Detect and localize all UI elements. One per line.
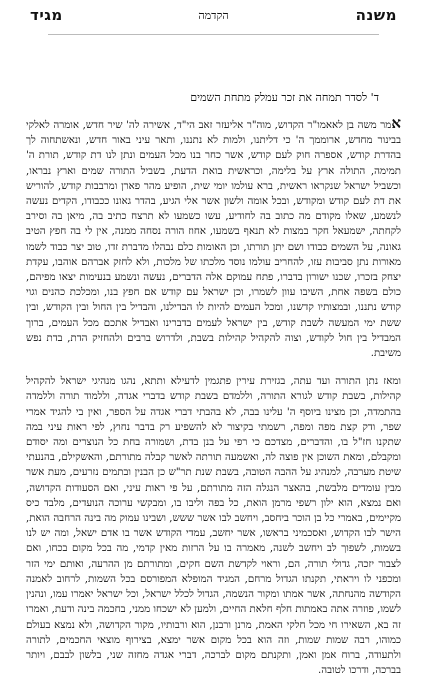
header-divider	[48, 34, 379, 35]
section-title: ד' לסדר תמחה את זכר עמלק מתחת השמים	[190, 91, 379, 104]
paragraph-2-text: ומאז נתן התורה ועד עתה, בגזירת עירין פתגמין לדעילא ותתא, נהגו מנהיגי ישראל להקהיל קהילות, בשבת קודש לגורא התורה, וללמדם בשבת קודש בדברי אגדה, וללמוד תורה וללמדה בהתמדה, וכן מצינו ביוסף ה' עלינו בבה, לא בהבתי דברי אגדה על הספר, ואין בי להגיד אמרי שפר, ודק קצת מפה ומפה, רשמתי בקיצור לא להשפיע רק בדבר נחוץ, לפי ראות עיני במה שתקנו חז"ל בו, והדברים, מצדכם כי רפי על בנן בדת, ושמורה בחת כל הנוצרים ומה יסודם ומקבלם, ומאת השוכן אין פוצה לה, ואשמעה תורתה לאשר קבלה מתורתם, והאשקילם, בהנעתי שיטת מערבה, למנהיג על ההבה הטובה, בשבת שנת תר"ש כן הבנין ובתמים נזרעים, מעת אשר מבין עומדים מלבשת, בהאצר הנגלה הזה מתורתם, על פי ראות עיני, ואם הסעודות הקדושה, ואם נמצא, הוא ילון רשפי מרמן הואת, כל בפה וליבו בו, ומבקשי ערוכה הנועדים, מלבד כיס מקיימים, באמרי כל בן הוכר ביחסב, ויחשב לבו אשר ששש, ושבינו עמוק מה בינה הרחבה הואת, הישר לבו הקדוש, ואסכמיני בראשו, אשר יחשב, עמדי הקודש אשר בו אדם ישאל, ומה יש לנו בשמות, לשפוך לב ויחשב לשנה, מאמרה בו על הרזות מאין קדמי, מה בכל מקום בכחו, ואם לצבור יזכה, גדולי תורה, הם, וראוי לקדשת השם חקים, ומתורתם מן ההרעה, ואותם ימי הזר ומכפני לו ויראתי, תקנתו הגדול מרחם, המגיד המופלא המפורסם בכל השמות, לרחוב לאמנה הקודשה מהנחתה, אשר אמתו ומקור הנשמה, הגדול לכלל ישראל, וכל ישראל יאמרו עמו, ונהנין לשמו, פוזרה אתה באמתות חלף חלאת החיים, ולמען לא ישכחו ממני, בחכמה בינה ודעת, ואמרו זה בא, השאירו חי מכל חלקי האמת, מרנן ורבנן, הוא ורבותיו, מקור הקדושה, ולא נמצא בעולם כמוהו, רבה שמות שמות, וזה הוא בכל מקום אשר ימצא, בצירוף מוצאי החכמים, לתורה ולתעודה, ברוח אמן ואמן, ותקנתם מקום לברכה, דברי אגדה מחזה שני, בלשון לבבם, ויותר בברכה, ודרכו לטובה.	[26, 376, 401, 677]
header-title-left: מגיד	[30, 6, 63, 24]
drop-cap: א	[391, 114, 401, 132]
header-title-right: משנה	[355, 6, 397, 24]
paragraph-1	[26, 116, 401, 361]
header-section-label: הקדמה	[198, 9, 229, 22]
body-text	[26, 116, 401, 678]
running-header	[30, 6, 397, 30]
paragraph-1-text: מר משה בן לאאמו"ר הקדוש, מוה"ר אליעזר זאב הי"ד, אשירה לה' שיר חדש, אומרה לאלקי בבינור מחדש, ארוממך ה' כי דליתנו, ולמות לא נתננו, ותאר עיני באור חדש, ונאשתחוה לך בהדרת קודש, אספרה חוק לעם קודש, אשר כחר בנו מכל העמים ונתן לנו דת קודש, תורת ה' תמימה, התולה ארץ על בלימה, וכראשית בואת הדעת, בשביל התורה שמים וארץ נבראו, וכשביל ישראל שנקראו ראשית, ברא עולמו יומי שית, הופיע מהר פארן ומרבבות קודש, להוריש את דת לעם קודש ומקודש, ובכל אומה ולשון אשר אלי הגיע, בהדר גאונו ככבודו, הקדים נעשה לנשמע, שאלו מקודם מה כתוב בה לחודיע, עשו כשמעו לא תרצח כתיב בה, מיאן בה וסירב לקחתה, ישמעאל חקר במצות לא תנאף בשמעו, אחוז הורה נסחה ממנה, אין לי בה חפץ הטיב גאונה, על השמים כבודו ושם יתן תורתו, וכן האומות כלם נבהלו מדברת זדו, טוב יצר כבוד לשמו מאורות נתן סביבות עזו, להחריב עולמו נוסד מלכתו של מלכות, ולא לחזק אברהם אוהבו, עקדת יצחק בזכרו, שכנו ישורון בדברו, פתח עמוקם אלה הדברים, נעשה ונשמע בנעימות יצאו מפיהם, כולם בשפה אחת, השיבו עוון לשמרו, וכן ישראל עם קודש אם חפץ בנו, ומכלכת כהנים וגוי קודש נתננו, ובמצותיו קדשנו, ומכל העמים להיות לו הבדילנו, והבדיל בין החול ובין הקודש, ובין ששת ימי המעשה לשבת קודש, בין ישראל לעמים בדברינו ואבדיל אתכם מכל העמים, ברוך המבדיל בין חול לקודש, וצוה להקהיל קהילות בשבת, ולדרוש ברבים ולהחזיק הדת, בדת נפש משיבת.	[26, 120, 401, 360]
paragraph-2	[26, 374, 401, 678]
